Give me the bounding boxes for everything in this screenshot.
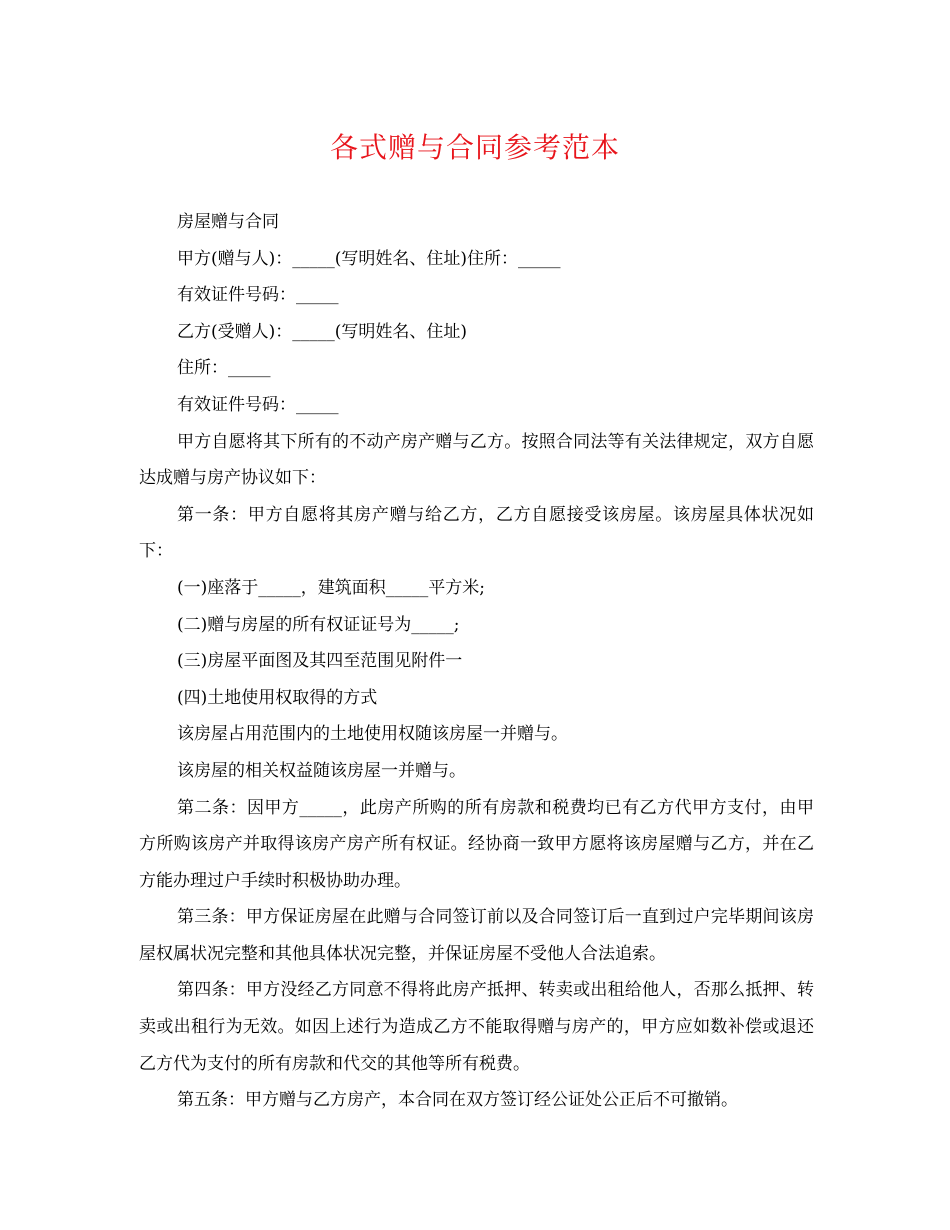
paragraph-land-rights: 该房屋占用范围内的土地使用权随该房屋一并赠与。 <box>177 724 568 745</box>
paragraph-article-1: 第一条：甲方自愿将其房产赠与给乙方，乙方自愿接受该房屋。该房屋具体状况如下： <box>139 504 814 562</box>
paragraph-article-3: 第三条：甲方保证房屋在此赠与合同签订前以及合同签订后一直到过户完毕期间该房屋权属状况完整和其他具体状况完整，并保证房屋不受他人合法追索。 <box>139 907 814 964</box>
paragraph-intro: 甲方自愿将其下所有的不动产房产赠与乙方。按照合同法等有关法律规定，双方自愿达成赠与房产协议如下： <box>139 431 814 489</box>
paragraph-related-rights: 该房屋的相关权益随该房屋一并赠与。 <box>177 760 466 781</box>
paragraph-item-2: (二)赠与房屋的所有权证证号为_____; <box>177 614 460 635</box>
paragraph-party-b-address: 住所：_____ <box>177 358 271 379</box>
paragraph-party-a-id: 有效证件号码：_____ <box>177 285 339 306</box>
paragraph-article-2: 第二条：因甲方_____，此房产所购的所有房款和税费均已有乙方代甲方支付，由甲方所购该房产并取得该房产房产所有权证。经协商一致甲方愿将该房屋赠与乙方，并在乙方能办理过户手续时积极协助办理。 <box>139 797 814 891</box>
paragraph-article-4: 第四条：甲方没经乙方同意不得将此房产抵押、转卖或出租给他人，否那么抵押、转卖或出租行为无效。如因上述行为造成乙方不能取得赠与房产的，甲方应如数补偿或退还乙方代为支付的所有房款和代交的其他等所有税费。 <box>139 980 814 1074</box>
paragraph-item-3: (三)房屋平面图及其四至范围见附件一 <box>177 651 463 672</box>
document-title: 各式赠与合同参考范本 <box>329 131 620 164</box>
paragraph-party-b-id: 有效证件号码：_____ <box>177 394 339 415</box>
paragraph-contract-type: 房屋赠与合同 <box>177 212 279 232</box>
document-body <box>139 204 814 1119</box>
paragraph-item-4: (四)土地使用权取得的方式 <box>177 687 378 708</box>
paragraph-party-b: 乙方(受赠人)：_____(写明姓名、住址) <box>177 321 468 342</box>
paragraph-item-1: (一)座落于_____，建筑面积_____平方米; <box>177 577 485 598</box>
paragraph-article-5: 第五条：甲方赠与乙方房产，本合同在双方签订经公证处公正后不可撤销。 <box>177 1090 738 1111</box>
paragraph-party-a: 甲方(赠与人)：_____(写明姓名、住址)住所：_____ <box>177 248 561 269</box>
